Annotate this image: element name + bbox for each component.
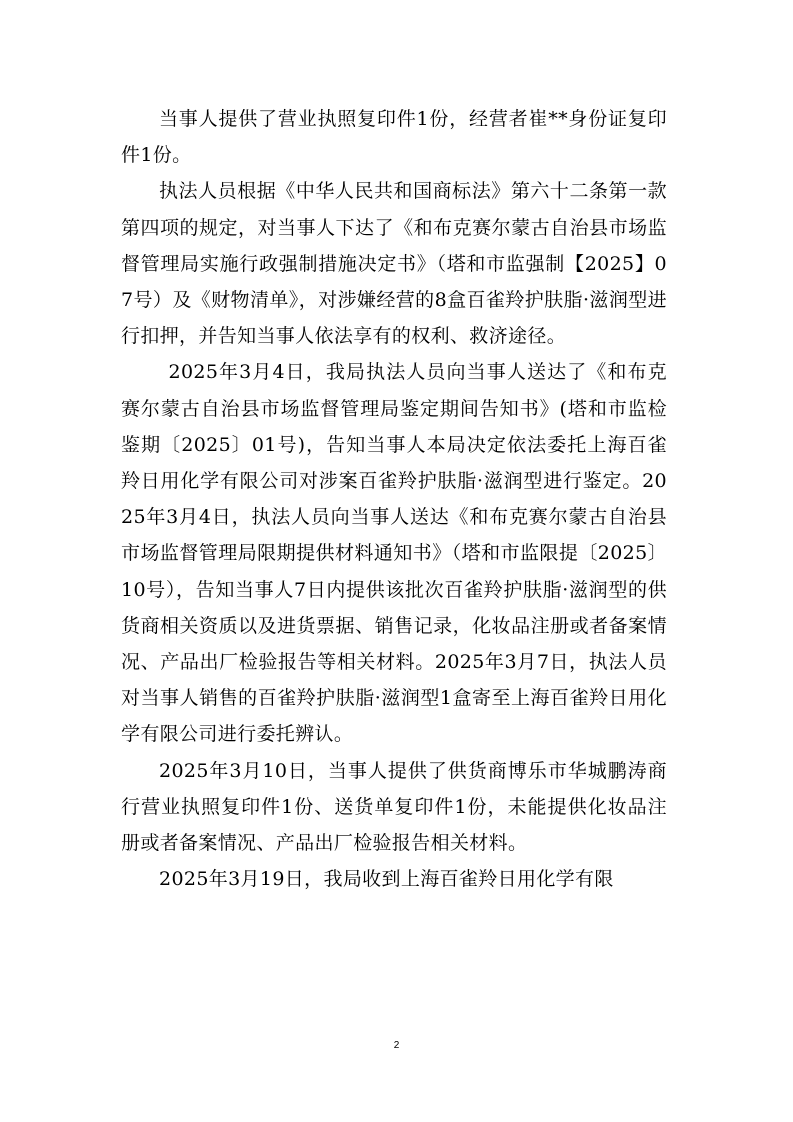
document-body [121, 101, 667, 897]
paragraph-enforcement-measures: 执法人员根据《中华人民共和国商标法》第六十二条第一款第四项的规定，对当事人下达了《和布克赛尔蒙古自治县市场监督管理局实施行政强制措施决定书》（塔和市监强制【2025】07号）及《财物清单》，对涉嫌经营的8盒百雀羚护肤脂·滋润型进行扣押，并告知当事人依法享有的权利、救济途径。 [121, 180, 667, 348]
paragraph-business-license-copy: 当事人提供了营业执照复印件1份，经营者崔**身份证复印件1份。 [121, 108, 667, 167]
page-number: 2 [393, 1040, 400, 1051]
paragraph-appraisal-notice: 2025年3月4日，我局执法人员向当事人送达了《和布克赛尔蒙古自治县市场监督管理局鉴定期间告知书》(塔和市监检鉴期〔2025〕01号)，告知当事人本局决定依法委托上海百雀羚日用化学有限公司对涉案百雀羚护肤脂·滋润型进行鉴定。2025年3月4日，执法人员向当事人送达《和布克赛尔蒙古自治县市场监督管理局限期提供材料通知书》（塔和市监限提〔2025〕10号），告知当事人7日内提供该批次百雀羚护肤脂·滋润型的供货商相关资质以及进货票据、销售记录，化妆品注册或者备案情况、产品出厂检验报告等相关材料。2025年3月7日，执法人员对当事人销售的百雀羚护肤脂·滋润型1盒寄至上海百雀羚日用化学有限公司进行委托辨认。 [121, 361, 667, 746]
paragraph-supplier-materials: 2025年3月10日，当事人提供了供货商博乐市华城鹏涛商行营业执照复印件1份、送货单复印件1份，未能提供化妆品注册或者备案情况、产品出厂检验报告相关材料。 [121, 759, 667, 855]
paragraph-received-reply: 2025年3月19日，我局收到上海百雀羚日用化学有限 [159, 868, 614, 891]
